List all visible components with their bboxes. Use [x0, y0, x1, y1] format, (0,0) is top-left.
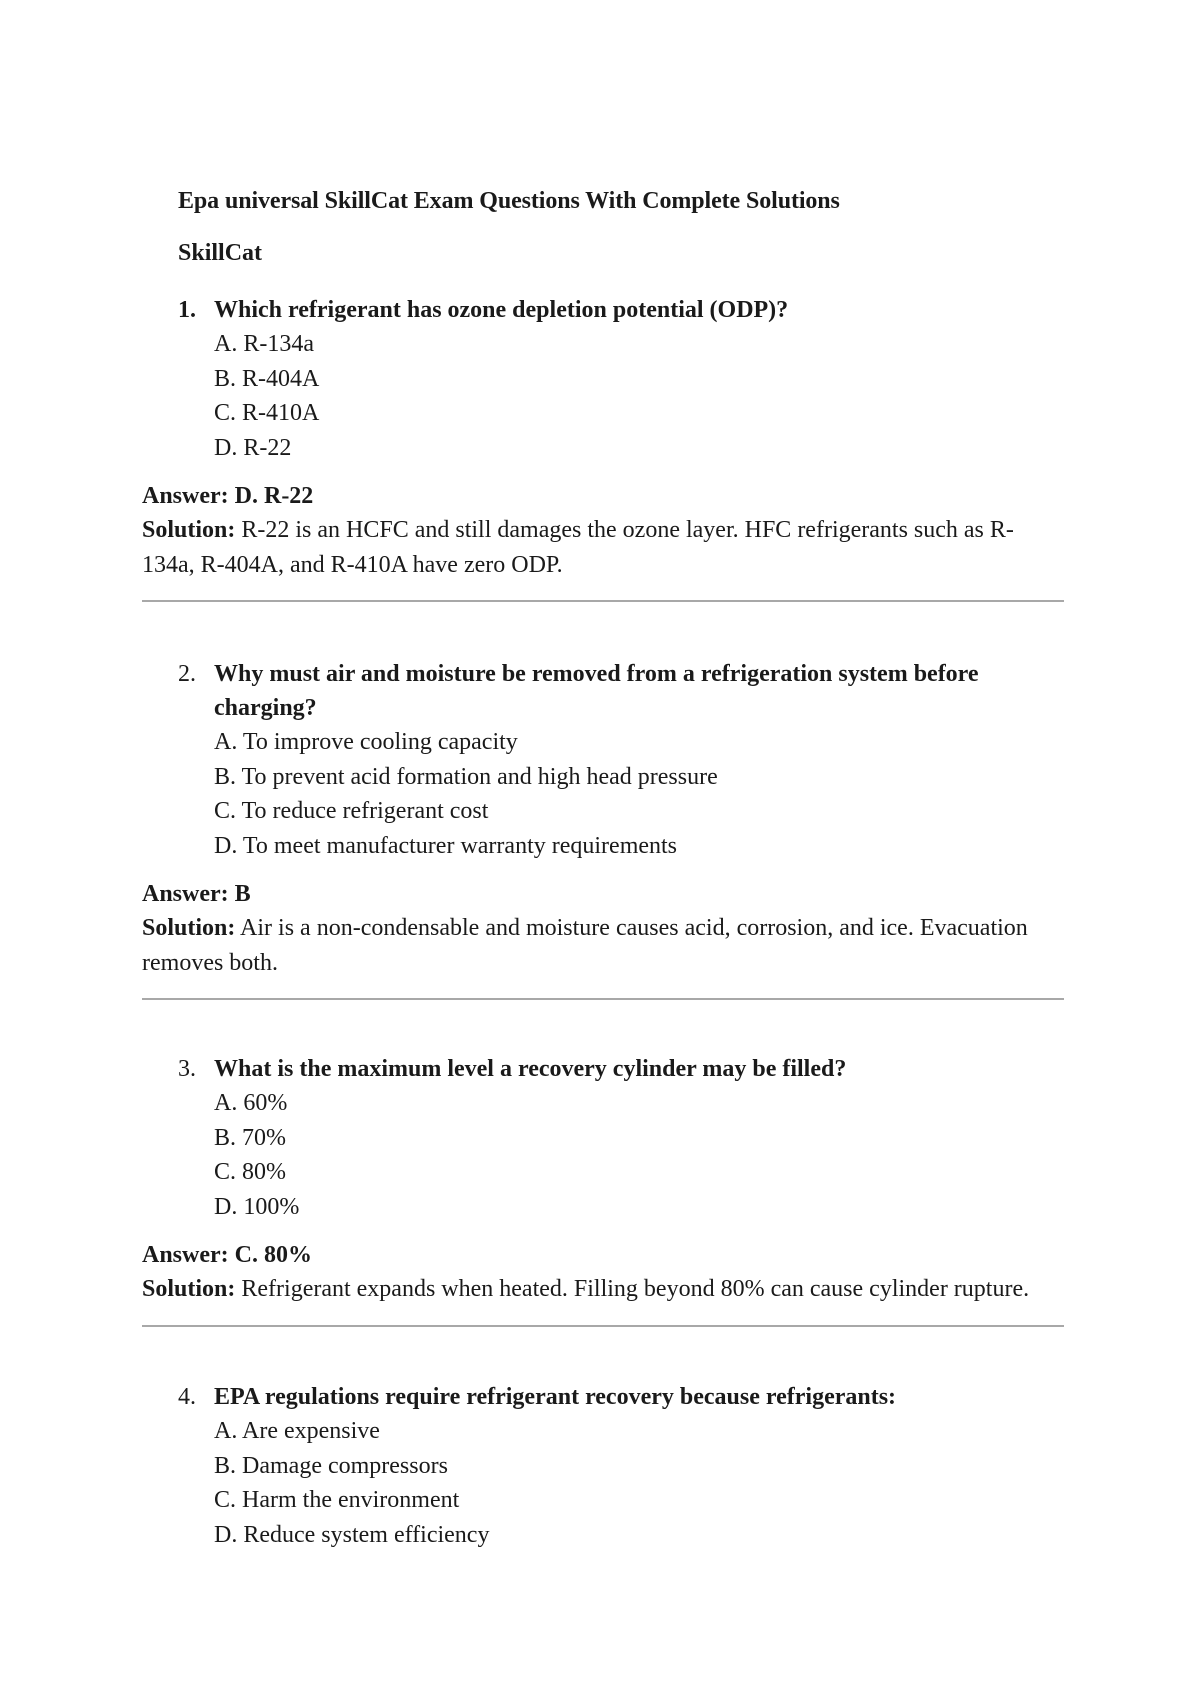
- document-subtitle: SkillCat: [178, 240, 263, 266]
- question-3: [142, 1052, 1062, 1327]
- answer: Answer: B: [142, 881, 251, 907]
- option-a: A. To improve cooling capacity: [214, 729, 518, 755]
- question-prompt: Which refrigerant has ozone depletion potential (ODP)?: [214, 297, 789, 323]
- option-b: B. Damage compressors: [214, 1452, 448, 1479]
- solution-label: Solution:: [142, 915, 236, 941]
- question-1: [142, 293, 1062, 602]
- solution: [142, 513, 1062, 582]
- option-d: D. Reduce system efficiency: [214, 1521, 490, 1548]
- question-text: [142, 293, 1062, 327]
- option-d: D. 100%: [214, 1193, 300, 1220]
- question-prompt: What is the maximum level a recovery cylinder may be filled?: [214, 1056, 847, 1082]
- answer: Answer: C. 80%: [142, 1242, 312, 1268]
- solution: [142, 1272, 1062, 1307]
- solution: [142, 911, 1062, 980]
- question-number: 3.: [178, 1056, 196, 1082]
- option-list: [142, 327, 1062, 465]
- option-list: [142, 725, 1062, 863]
- option-a: A. 60%: [214, 1090, 288, 1116]
- option-b: B. 70%: [214, 1124, 286, 1151]
- solution-text: R-22 is an HCFC and still damages the ozone layer. HFC refrigerants such as R-134a, R-404A, and R-410A have zero ODP.: [142, 517, 1014, 578]
- option-a: A. R-134a: [214, 331, 314, 357]
- question-number: 2.: [178, 661, 196, 687]
- question-number: 1.: [178, 297, 196, 323]
- question-text: [142, 657, 1062, 725]
- question-4: [142, 1380, 1062, 1552]
- question-number: 4.: [178, 1384, 196, 1410]
- divider: [142, 998, 1064, 1000]
- question-2: [142, 657, 1062, 1000]
- option-d: D. R-22: [214, 434, 292, 461]
- option-d: D. To meet manufacturer warranty requirements: [214, 832, 678, 859]
- option-c: C. Harm the environment: [214, 1487, 460, 1513]
- option-c: C. R-410A: [214, 400, 320, 426]
- option-b: B. To prevent acid formation and high head pressure: [214, 763, 718, 790]
- question-text: [142, 1052, 1062, 1086]
- question-prompt: EPA regulations require refrigerant recovery because refrigerants:: [214, 1384, 897, 1410]
- option-a: A. Are expensive: [214, 1418, 380, 1444]
- document-title: Epa universal SkillCat Exam Questions With Complete Solutions: [178, 188, 840, 214]
- solution-label: Solution:: [142, 1276, 236, 1302]
- question-prompt: Why must air and moisture be removed from a refrigeration system before charging?: [214, 661, 979, 721]
- divider: [142, 1325, 1064, 1327]
- solution-text: Air is a non-condensable and moisture causes acid, corrosion, and ice. Evacuation removes both.: [142, 915, 1028, 976]
- solution-text: Refrigerant expands when heated. Filling beyond 80% can cause cylinder rupture.: [235, 1276, 1030, 1302]
- option-list: [142, 1086, 1062, 1224]
- option-c: C. 80%: [214, 1159, 286, 1185]
- divider: [142, 600, 1064, 602]
- option-list: [142, 1414, 1062, 1552]
- question-text: [142, 1380, 1062, 1414]
- solution-label: Solution:: [142, 517, 236, 543]
- option-c: C. To reduce refrigerant cost: [214, 798, 489, 824]
- answer: Answer: D. R-22: [142, 483, 314, 509]
- option-b: B. R-404A: [214, 365, 320, 392]
